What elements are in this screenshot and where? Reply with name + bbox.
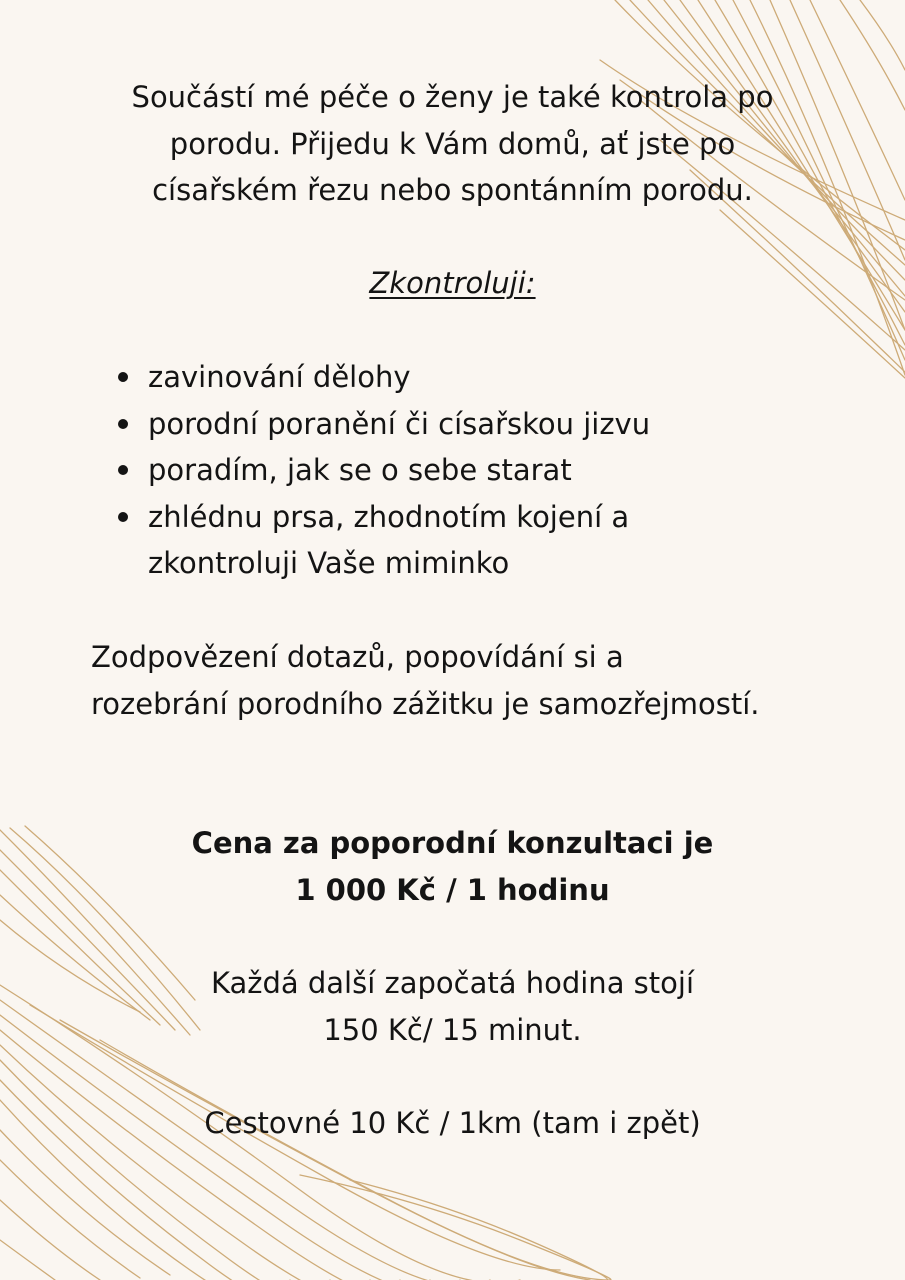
questions-paragraph <box>91 634 871 727</box>
checklist-heading: Zkontroluji: <box>369 266 536 300</box>
list-item <box>148 401 650 448</box>
list-item-text: poradím, jak se o sebe starat <box>148 453 572 487</box>
list-item-text: zkontroluji Vaše miminko <box>148 546 510 580</box>
extra-hour-price <box>0 960 905 1053</box>
checklist <box>148 354 650 587</box>
price-line: Cena za poporodní konzultaci je <box>191 826 714 860</box>
list-item <box>148 354 650 401</box>
price-statement <box>0 820 905 913</box>
questions-line: rozebrání porodního zážitku je samozřejmostí. <box>91 686 760 721</box>
intro-paragraph <box>0 74 905 214</box>
list-item-text: zhlédnu prsa, zhodnotím kojení a <box>148 499 630 534</box>
list-item-text: zavinování dělohy <box>148 360 411 394</box>
extra-line: Každá další započatá hodina stojí <box>210 966 695 1000</box>
price-amount: 1 000 Kč / 1 hodinu <box>295 872 610 907</box>
intro-line: Součástí mé péče o ženy je také kontrola po <box>131 80 774 114</box>
intro-line: porodu. Přijedu k Vám domů, ať jste po <box>169 126 736 161</box>
intro-line: císařském řezu nebo spontánním porodu. <box>152 173 753 207</box>
questions-line: Zodpovězení dotazů, popovídání si a <box>91 640 624 674</box>
list-item <box>148 494 650 587</box>
travel-cost: Cestovné 10 Kč / 1km (tam i zpět) <box>204 1106 701 1140</box>
list-item-text: porodní poranění či císařskou jizvu <box>148 406 651 441</box>
extra-amount: 150 Kč/ 15 minut. <box>323 1012 582 1047</box>
list-item <box>148 447 650 494</box>
